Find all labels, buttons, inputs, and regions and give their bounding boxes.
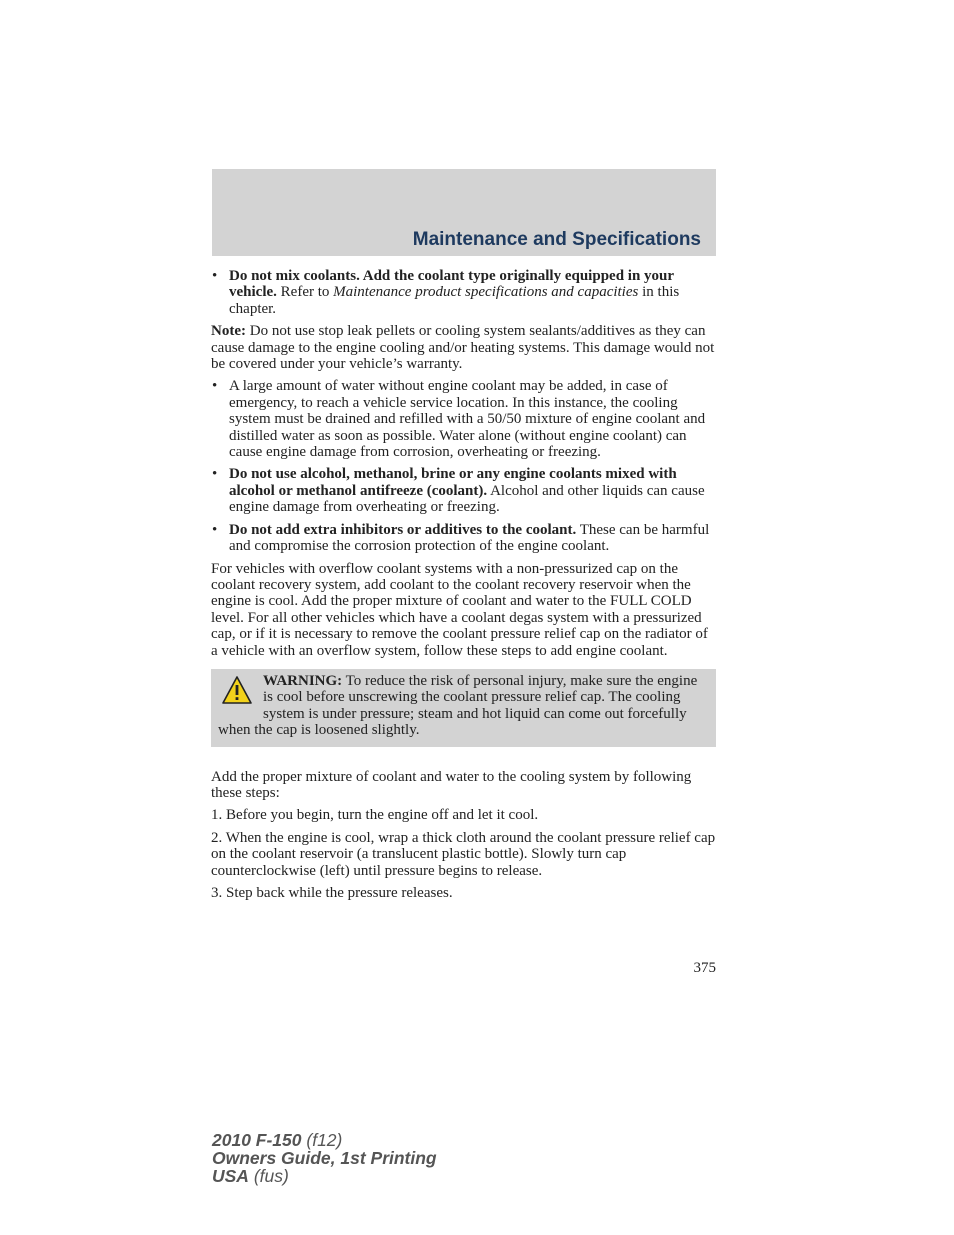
step-3: 3. Step back while the pressure releases. (211, 885, 453, 901)
warning-text: To reduce the risk of personal injury, make sure the engine is cool before unscrewing the coolant pressure relief cap. The cooling system is under pressure; steam and hot liquid can come out forcefully when the cap is loosened slightly. (218, 672, 698, 739)
warning-triangle-icon (221, 675, 253, 705)
bullet-dot: • (212, 466, 218, 483)
bullet-text: A large amount of water without engine coolant may be added, in case of emergency, to reach a vehicle service location. In this instance, the cooling system must be drained and refilled with a 50/50 mixture of engine coolant and distilled water as soon as possible. Water alone (without engine coolant) can cause engine damage from corrosion, overheating or freezing. (229, 378, 706, 461)
overflow-paragraph: For vehicles with overflow coolant systems with a non-pressurized cap on the coolant recovery system, add coolant to the coolant recovery reservoir when the engine is cool. Add the proper mixture of coolant and water to the FULL COLD level. For all other vehicles which have a coolant degas system with a pressurized cap, or if it is necessary to remove the coolant pressure relief cap on the radiator of a vehicle with an overflow system, follow these steps to add engine coolant. (211, 560, 708, 659)
bullet-text: Alcohol and other liquids can cause engine damage from overheating or freezing. (229, 482, 705, 516)
section-title: Maintenance and Specifications (412, 229, 701, 250)
bullet-item-water (211, 378, 716, 460)
bullet-bold-text: Do not use alcohol, methanol, brine or any engine coolants mixed with alcohol or methanol antifreeze (coolant). (229, 466, 677, 499)
bullet-text: These can be harmful and compromise the corrosion protection of the engine coolant. (229, 521, 710, 555)
bullet-item-no-mix (211, 268, 716, 317)
bullet-bold-text: Do not mix coolants. Add the coolant type originally equipped in your vehicle. (229, 268, 674, 301)
bullet-item-inhibitors (211, 522, 716, 555)
bullet-dot: • (212, 268, 218, 284)
step-2: 2. When the engine is cool, wrap a thick cloth around the coolant pressure relief cap on the coolant reservoir (a translucent plastic bottle). Slowly turn cap counterclockwise (left) until pressure begins to release. (211, 829, 716, 879)
footer-line-market: USA (fus) (212, 1166, 289, 1186)
note-paragraph (211, 323, 716, 372)
note-text: Do not use stop leak pellets or cooling system sealants/additives as they can cause damage to the engine cooling and/or heating systems. This damage would not be covered under your vehicle’s warranty. (211, 323, 715, 373)
note-label: Note: (211, 323, 246, 340)
page-content (211, 268, 716, 907)
page-number: 375 (693, 960, 716, 976)
warning-label: WARNING: (263, 672, 343, 689)
bullet-bold-text: Do not add extra inhibitors or additives to the coolant. (229, 521, 577, 538)
bullet-dot: • (212, 521, 218, 538)
footer-line-guide: Owners Guide, 1st Printing (212, 1148, 437, 1168)
footer-line-model: 2010 F-150 (f12) (212, 1130, 343, 1150)
bullet-dot: • (212, 378, 218, 395)
bullet-item-alcohol (211, 466, 716, 515)
steps-intro-paragraph: Add the proper mixture of coolant and water to the cooling system by following these steps: (211, 768, 692, 801)
footer-print-info (212, 1131, 437, 1185)
step-1: 1. Before you begin, turn the engine off and let it cool. (211, 807, 539, 824)
cross-reference: Maintenance product specifications and capacities (333, 284, 639, 301)
warning-box (211, 669, 716, 747)
bullet-text: in this chapter. (229, 284, 680, 317)
section-header-band (212, 169, 716, 256)
bullet-text: Refer to (276, 284, 334, 301)
